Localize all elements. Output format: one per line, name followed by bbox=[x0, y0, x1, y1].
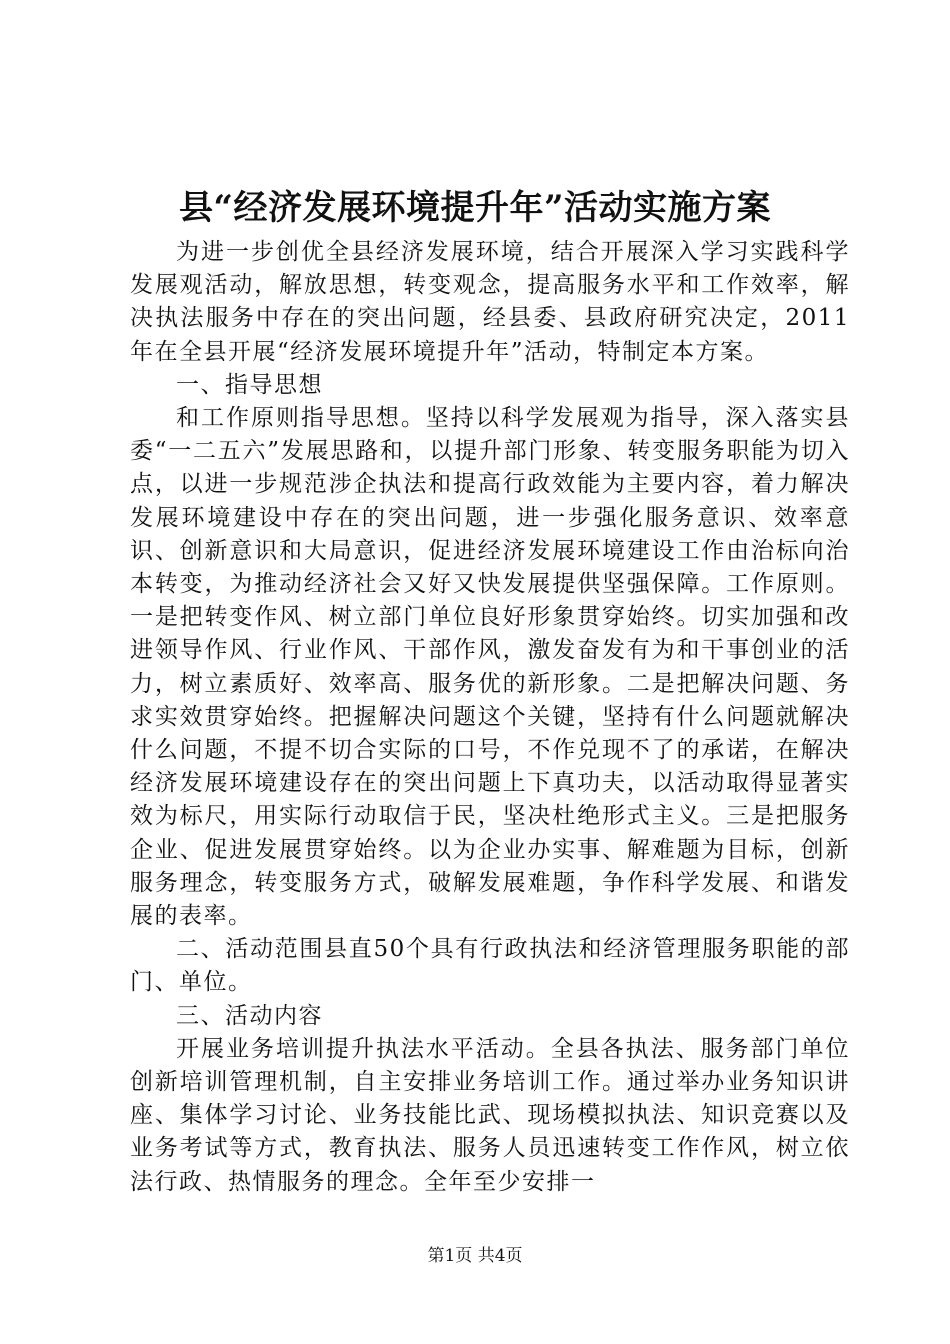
page-number: 第1页 共4页 bbox=[427, 1246, 523, 1266]
paragraph-training: 开展业务培训提升执法水平活动。全县各执法、服务部门单位创新培训管理机制，自主安排业务培训工作。通过举办业务知识讲座、集体学习讨论、业务技能比武、现场模拟执法、知识竞赛以及业务考试等方式，教育执法、服务人员迅速转变工作作风，树立依法行政、热情服务的理念。全年至少安排一 bbox=[130, 1035, 850, 1195]
paragraph-intro: 为进一步创优全县经济发展环境，结合开展深入学习实践科学发展观活动，解放思想，转变观念，提高服务水平和工作效率，解决执法服务中存在的突出问题，经县委、县政府研究决定，2011年在全县开展“经济发展环境提升年”活动，特制定本方案。 bbox=[130, 239, 850, 365]
section-heading-guiding-ideology: 一、指导思想 bbox=[176, 371, 323, 398]
document-body bbox=[130, 236, 850, 1199]
section-heading-scope: 二、活动范围县直50个具有行政执法和经济管理服务职能的部门、单位。 bbox=[130, 936, 850, 996]
page-title: 县“经济发展环境提升年”活动实施方案 bbox=[178, 188, 772, 228]
paragraph-principles: 和工作原则指导思想。坚持以科学发展观为指导，深入落实县委“一二五六”发展思路和，以提升部门形象、转变服务职能为切入点，以进一步规范涉企执法和提高行政效能为主要内容，着力解决发展环境建设中存在的突出问题，进一步强化服务意识、效率意识、创新意识和大局意识，促进经济发展环境建设工作由治标向治本转变，为推动经济社会又好又快发展提供坚强保障。工作原则。一是把转变作风、树立部门单位良好形象贯穿始终。切实加强和改进领导作风、行业作风、干部作风，激发奋发有为和干事创业的活力，树立素质好、效率高、服务优的新形象。二是把解决问题、务求实效贯穿始终。把握解决问题这个关键，坚持有什么问题就解决什么问题，不提不切合实际的口号，不作兑现不了的承诺，在解决经济发展环境建设存在的突出问题上下真功夫，以活动取得显著实效为标尺，用实际行动取信于民，坚决杜绝形式主义。三是把服务企业、促进发展贯穿始终。以为企业办实事、解难题为目标，创新服务理念，转变服务方式，破解发展难题，争作科学发展、和谐发展的表率。 bbox=[130, 405, 850, 930]
section-heading-content: 三、活动内容 bbox=[176, 1002, 323, 1029]
